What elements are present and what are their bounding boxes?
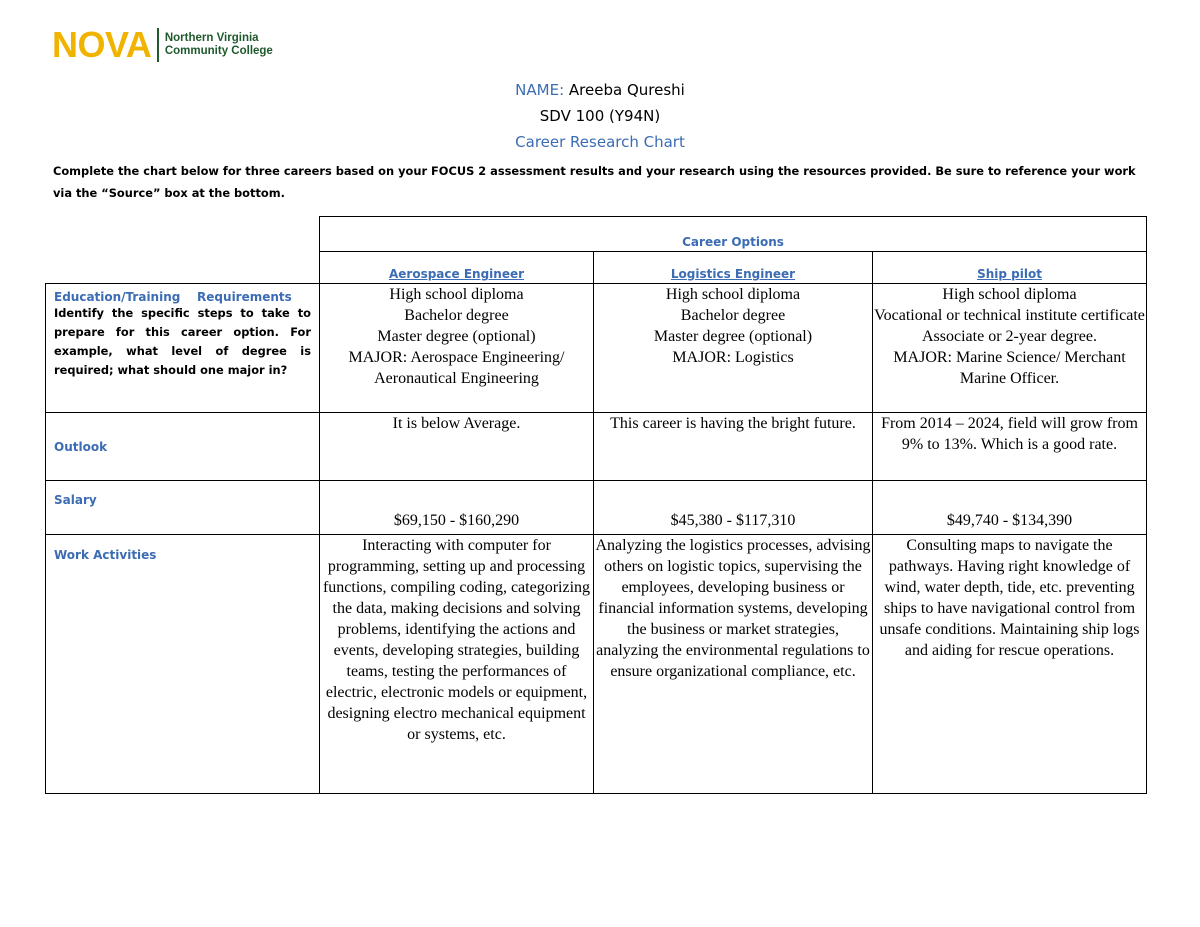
- nova-logo: [52, 26, 273, 64]
- logo-mark: NOVA: [52, 24, 152, 65]
- course-code: SDV 100 (Y94N): [539, 107, 661, 125]
- row-label-salary: Salary: [46, 481, 320, 535]
- row-label-description: Identify the specific steps to take to prepare for this career option. For example, what level of degree is required; what should one major in?: [54, 306, 311, 377]
- cell-education-logistics: High school diploma Bachelor degree Master degree (optional) MAJOR: Logistics: [594, 284, 873, 413]
- logo-divider: [157, 28, 159, 62]
- career-options-heading: Career Options: [320, 217, 1147, 252]
- table-row-education: [46, 284, 1147, 413]
- instructions: Complete the chart below for three careers based on your FOCUS 2 assessment results and your research using the resources provided. Be sure to reference your work via the “Source” box at the bottom.: [53, 164, 1136, 200]
- cell-salary-logistics: $45,380 - $117,310: [594, 481, 873, 535]
- row-label-education: [46, 284, 320, 413]
- logo-line-1: Northern Virginia: [164, 32, 259, 44]
- row-label-text: Education/Training Requirements: [54, 290, 292, 304]
- row-label-work-activities: Work Activities: [46, 535, 320, 794]
- career-research-table: [45, 216, 1147, 794]
- page-title: Career Research Chart: [515, 133, 685, 151]
- table-row-work-activities: [46, 535, 1147, 794]
- name-value: Areeba Qureshi: [564, 81, 685, 99]
- cell-outlook-logistics: This career is having the bright future.: [594, 413, 873, 481]
- cell-salary-aerospace: $69,150 - $160,290: [320, 481, 594, 535]
- name-label: NAME:: [515, 81, 565, 99]
- cell-outlook-ship-pilot: From 2014 – 2024, field will grow from 9% to 13%. Which is a good rate.: [873, 413, 1147, 481]
- career-heading-ship-pilot: Ship pilot: [873, 252, 1147, 284]
- logo-line-2: Community College: [164, 45, 273, 57]
- cell-salary-ship-pilot: $49,740 - $134,390: [873, 481, 1147, 535]
- table-row-salary: [46, 481, 1147, 535]
- cell-education-ship-pilot: High school diploma Vocational or technical institute certificate Associate or 2-year degree. MAJOR: Marine Science/ Merchant Marine Officer.: [873, 284, 1147, 413]
- cell-work-aerospace: Interacting with computer for programming, setting up and processing functions, compiling coding, categorizing the data, making decisions and solving problems, identifying the actions and events, developing strategies, building teams, testing the performances of electric, electronic models or equipment, designing electro mechanical equipment or systems, etc.: [320, 535, 594, 794]
- cell-work-ship-pilot: Consulting maps to navigate the pathways. Having right knowledge of wind, water depth, tide, etc. preventing ships to have navigational control from unsafe conditions. Maintaining ship logs and aiding for rescue operations.: [873, 535, 1147, 794]
- cell-work-logistics: Analyzing the logistics processes, advising others on logistic topics, supervising the employees, developing business or financial information systems, developing the business or market strategies, analyzing the environmental regulations to ensure organizational compliance, etc.: [594, 535, 873, 794]
- cell-outlook-aerospace: It is below Average.: [320, 413, 594, 481]
- career-heading-logistics: Logistics Engineer: [594, 252, 873, 284]
- row-label-outlook: Outlook: [46, 413, 320, 481]
- empty-corner: [46, 217, 320, 252]
- career-heading-aerospace: Aerospace Engineer: [320, 252, 594, 284]
- logo-text: [165, 32, 273, 58]
- cell-education-aerospace: High school diploma Bachelor degree Master degree (optional) MAJOR: Aerospace Engineering/ Aeronautical Engineering: [320, 284, 594, 413]
- table-row-outlook: [46, 413, 1147, 481]
- student-name: [0, 81, 1200, 99]
- empty-corner-2: [46, 252, 320, 284]
